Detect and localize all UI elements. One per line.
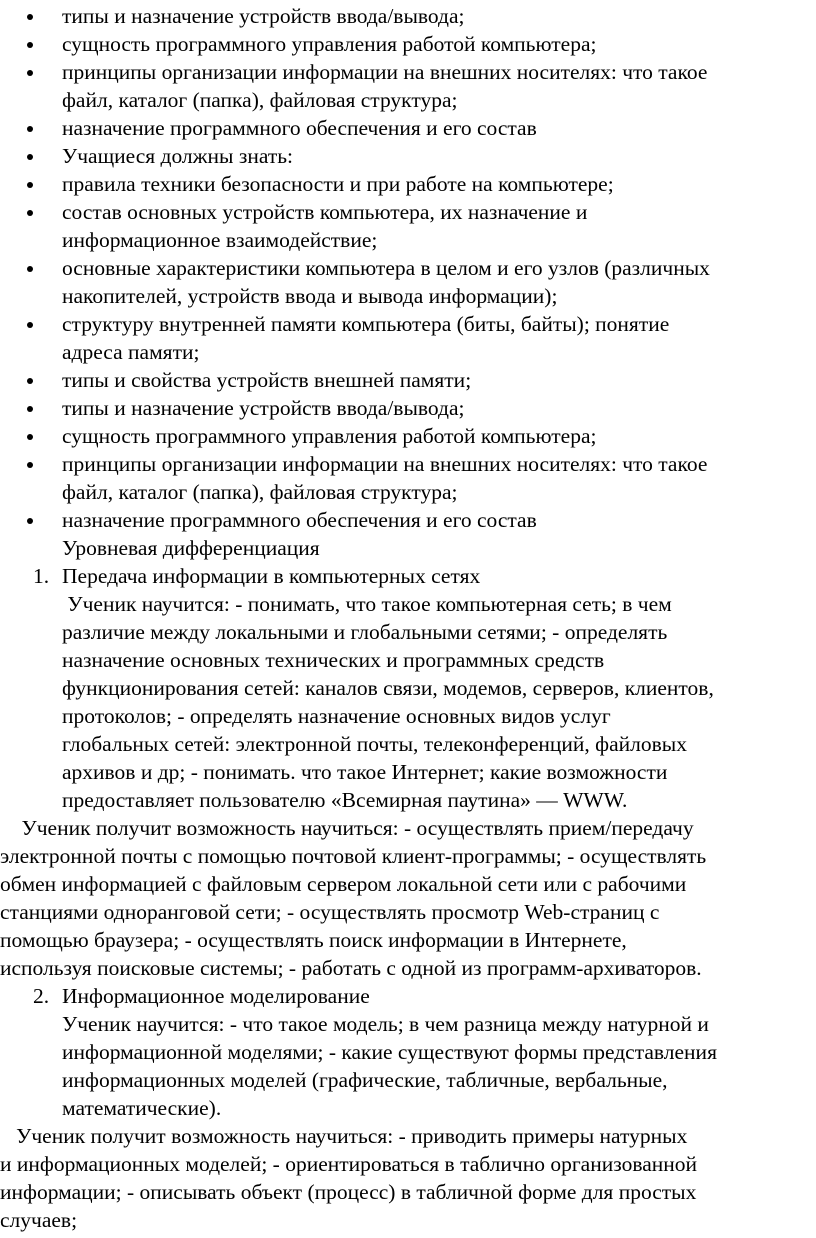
list-item (0, 142, 816, 170)
list-item (0, 114, 816, 142)
list-item (0, 2, 816, 30)
paragraph-line: станциями одноранговой сети; - осуществлять просмотр Web-страниц с (0, 900, 660, 924)
list-item-text: принципы организации информации на внешних носителях: что такое (62, 452, 708, 476)
bullet-icon (0, 114, 62, 142)
paragraph-line: функционирования сетей: каналов связи, модемов, серверов, клиентов, (62, 676, 714, 700)
paragraph-line: используя поисковые системы; - работать с одной из программ-архиваторов. (0, 956, 702, 980)
paragraph-line: и информационных моделей; - ориентироваться в таблично организованной (0, 1152, 698, 1176)
paragraph-line: математические). (62, 1096, 222, 1120)
list-item (0, 170, 816, 198)
section-2-number: 2. (33, 984, 50, 1008)
bullet-icon (0, 254, 62, 282)
list-item-text: сущность программного управления работой компьютера; (62, 32, 597, 56)
list-item (0, 450, 816, 506)
list-item-text: состав основных устройств компьютера, их назначение и (62, 200, 588, 224)
section-1-number: 1. (33, 564, 50, 588)
list-item-text: сущность программного управления работой компьютера; (62, 424, 597, 448)
list-item-text: принципы организации информации на внешних носителях: что такое (62, 60, 708, 84)
list-item-text: файл, каталог (папка), файловая структура; (62, 480, 458, 504)
list-item-text: накопителей, устройств ввода и вывода информации); (62, 284, 558, 308)
bullet-icon (0, 2, 62, 30)
section-2-title: Информационное моделирование (62, 984, 370, 1008)
paragraph-line: архивов и др; - понимать. что такое Интернет; какие возможности (62, 760, 668, 784)
list-item-text: файл, каталог (папка), файловая структура; (62, 88, 458, 112)
paragraph-line: Ученик получит возможность научиться: - осуществлять прием/передачу (0, 816, 694, 840)
section-2-opportunity (0, 1122, 816, 1234)
list-item-text: структуру внутренней памяти компьютера (биты, байты); понятие (62, 312, 670, 336)
paragraph-line: предоставляет пользователю «Всемирная паутина» — WWW. (62, 788, 628, 812)
bullet-icon (0, 366, 62, 394)
bullet-icon (0, 170, 62, 198)
list-item-text: основные характеристики компьютера в целом и его узлов (различных (62, 256, 710, 280)
section-1-learns (0, 590, 816, 814)
list-item-text: адреса памяти; (62, 340, 200, 364)
bullet-icon (0, 422, 62, 450)
paragraph-line: обмен информацией с файловым сервером локальной сети или с рабочими (0, 872, 687, 896)
bullet-icon (0, 506, 62, 534)
section-2-learns (0, 1010, 816, 1122)
paragraph-line: назначение основных технических и программных средств (62, 648, 605, 672)
level-heading: Уровневая дифференциация (62, 536, 320, 560)
paragraph-line: помощью браузера; - осуществлять поиск информации в Интернете, (0, 928, 627, 952)
section-1-title: Передача информации в компьютерных сетях (62, 564, 481, 588)
list-item (0, 394, 816, 422)
paragraph-line: электронной почты с помощью почтовой клиент-программы; - осуществлять (0, 844, 707, 868)
paragraph-line: Ученик получит возможность научиться: - приводить примеры натурных (0, 1124, 688, 1148)
section-2-heading (0, 982, 816, 1010)
bullet-icon (0, 142, 62, 170)
paragraph-line: информационных моделей (графические, табличные, вербальные, (62, 1068, 668, 1092)
section-1-opportunity (0, 814, 816, 982)
list-item-text: Учащиеся должны знать: (62, 144, 293, 168)
list-item (0, 30, 816, 58)
list-item (0, 506, 816, 534)
paragraph-line: случаев; (0, 1208, 78, 1232)
bullet-icon (0, 198, 62, 226)
paragraph-line: различие между локальными и глобальными сетями; - определять (62, 620, 668, 644)
bullet-list-knowledge (0, 2, 816, 534)
list-item-text: типы и свойства устройств внешней памяти; (62, 368, 472, 392)
list-item (0, 254, 816, 310)
list-item (0, 422, 816, 450)
paragraph-line: Ученик научится: - что такое модель; в чем разница между натурной и (62, 1012, 709, 1036)
paragraph-line: информационной моделями; - какие существуют формы представления (62, 1040, 717, 1064)
section-1-heading (0, 562, 816, 590)
bullet-icon (0, 310, 62, 338)
list-item-text: правила техники безопасности и при работе на компьютере; (62, 172, 614, 196)
bullet-icon (0, 58, 62, 86)
list-item-text: типы и назначение устройств ввода/вывода; (62, 396, 465, 420)
paragraph-line: глобальных сетей: электронной почты, телеконференций, файловых (62, 732, 687, 756)
list-item-text: назначение программного обеспечения и его состав (62, 508, 537, 532)
bullet-icon (0, 394, 62, 422)
list-item (0, 366, 816, 394)
paragraph-line: информации; - описывать объект (процесс) в табличной форме для простых (0, 1180, 697, 1204)
paragraph-line: протоколов; - определять назначение основных видов услуг (62, 704, 611, 728)
bullet-icon (0, 450, 62, 478)
list-item-text: типы и назначение устройств ввода/вывода; (62, 4, 465, 28)
list-item-text: информационное взаимодействие; (62, 228, 378, 252)
paragraph-line: Ученик научится: - понимать, что такое компьютерная сеть; в чем (62, 592, 672, 616)
list-item (0, 310, 816, 366)
list-item-text: назначение программного обеспечения и его состав (62, 116, 537, 140)
list-item (0, 58, 816, 114)
list-item (0, 198, 816, 254)
bullet-icon (0, 30, 62, 58)
